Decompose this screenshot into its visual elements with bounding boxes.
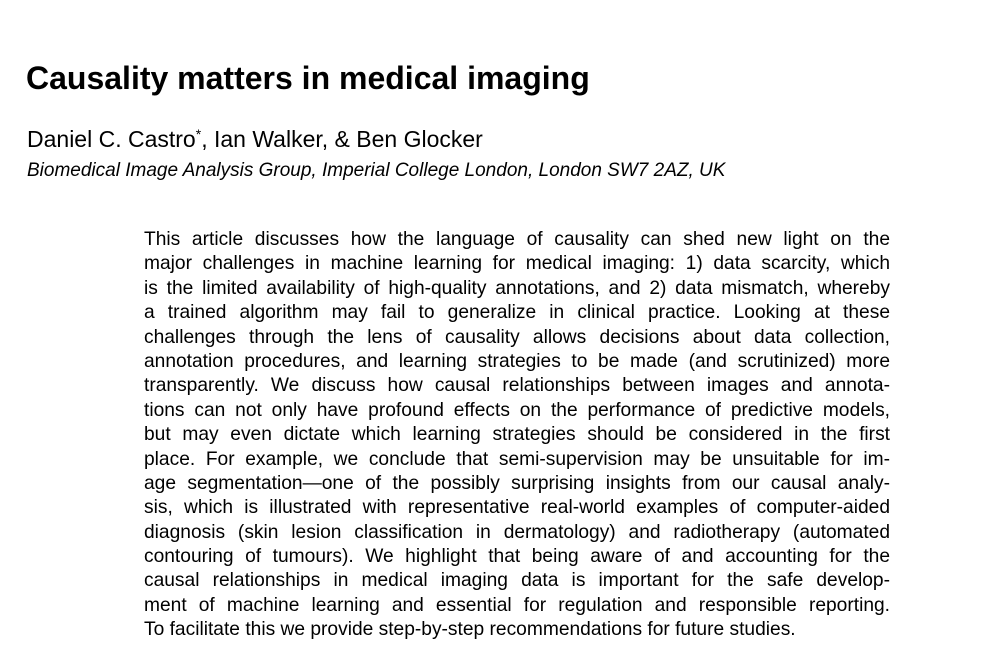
abstract-line: is the limited availability of high-quality annotations, and 2) data mismatch, whereby — [144, 277, 890, 299]
abstract-line: a trained algorithm may fail to generalize in clinical practice. Looking at these — [144, 302, 890, 324]
abstract-line: causal relationships in medical imaging data is important for the safe develop- — [144, 570, 890, 592]
abstract-line: annotation procedures, and learning strategies to be made (and scrutinized) more — [144, 350, 890, 372]
author-list — [27, 124, 483, 154]
abstract-line: To facilitate this we provide step-by-step recommendations for future studies. — [144, 619, 796, 641]
abstract-line: diagnosis (skin lesion classification in dermatology) and radiotherapy (automated — [144, 521, 890, 543]
abstract-line: transparently. We discuss how causal relationships between images and annota- — [144, 375, 890, 397]
author-rest: , Ian Walker, & Ben Glocker — [201, 126, 483, 152]
footnote-mark: * — [195, 126, 202, 142]
paper-title: Causality matters in medical imaging — [26, 60, 590, 96]
abstract-line: This article discusses how the language of causality can shed new light on the — [144, 229, 890, 250]
abstract-line: challenges through the lens of causality allows decisions about data collection, — [144, 326, 890, 348]
abstract — [144, 228, 890, 643]
abstract-line: place. For example, we conclude that semi-supervision may be unsuitable for im- — [144, 448, 890, 470]
abstract-line: major challenges in machine learning for medical imaging: 1) data scarcity, which — [144, 253, 890, 275]
abstract-line: contouring of tumours). We highlight that being aware of and accounting for the — [144, 546, 890, 568]
abstract-line: sis, which is illustrated with representative real-world examples of computer-aided — [144, 497, 890, 519]
affiliation: Biomedical Image Analysis Group, Imperial College London, London SW7 2AZ, UK — [27, 160, 726, 181]
abstract-line: age segmentation—one of the possibly surprising insights from our causal analy- — [144, 472, 890, 494]
abstract-line: ment of machine learning and essential for regulation and responsible reporting. — [144, 594, 890, 616]
abstract-line: but may even dictate which learning strategies should be considered in the first — [144, 424, 890, 446]
author-first: Daniel C. Castro — [27, 126, 196, 152]
abstract-line: tions can not only have profound effects on the performance of predictive models, — [144, 399, 890, 421]
